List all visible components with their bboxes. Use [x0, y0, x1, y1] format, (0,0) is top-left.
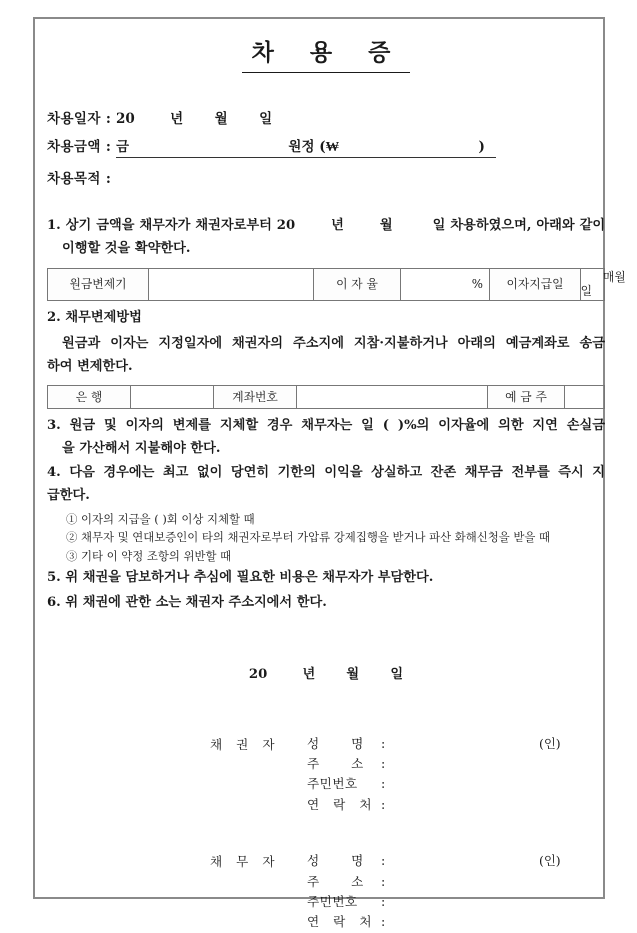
field-loan-amount-suffix: 원정 (₩ — [288, 139, 340, 156]
field-loan-purpose-label: 차용목적 : — [47, 170, 112, 187]
creditor-id-label: 주민번호 — [307, 776, 358, 792]
field-loan-amount-entry[interactable] — [116, 141, 496, 158]
header-fields — [47, 110, 605, 187]
field-loan-amount — [47, 141, 605, 158]
creditor-id-colon: : — [381, 776, 386, 792]
closing-date-year-prefix: 20 — [248, 666, 268, 682]
bank-account-table — [47, 385, 605, 409]
field-loan-purpose — [47, 170, 605, 187]
creditor-address-label: 주 소 — [307, 756, 378, 772]
clause-2-number: 2. — [47, 310, 61, 326]
creditor-seal-marker: (인) — [539, 735, 561, 751]
cell-interest-payday-day: 일 — [580, 284, 592, 299]
clause-3-number: 3. — [47, 418, 61, 434]
field-loan-amount-prefix: 금 — [115, 139, 129, 156]
clause-5-line-1 — [47, 567, 605, 590]
clause-3 — [47, 415, 605, 460]
clause-5-text-1: 위 채권을 담보하거나 추심에 필요한 비용은 채무자가 부담한다. — [65, 570, 434, 586]
cell-interest-payday-month: 매월 — [603, 269, 626, 284]
debtor-name-row — [307, 851, 605, 871]
field-loan-amount-label: 차용금액 : — [47, 139, 112, 156]
clause-4-sub-item-2: ② 채무자 및 연대보증인이 타의 채권자로부터 가압류 강제집행을 받거나 파산 화해신청을 받을 때 — [66, 530, 550, 545]
debtor-name-label: 성 명 — [307, 853, 378, 869]
field-loan-date-month-unit: 월 — [214, 110, 228, 127]
cell-account-holder-label: 예 금 주 — [488, 386, 565, 409]
clause-2-heading — [47, 307, 605, 330]
creditor-name-colon: : — [381, 735, 386, 751]
field-loan-date-label: 차용일자 : — [47, 110, 112, 127]
creditor-contact-label: 연 락 처 — [307, 796, 377, 812]
table-row — [48, 386, 605, 409]
cell-interest-rate-value[interactable]: % — [401, 268, 490, 300]
clause-1-line-2: 이행할 것을 확약한다. — [62, 240, 191, 256]
cell-principal-due-value[interactable] — [149, 268, 314, 300]
field-loan-date — [47, 110, 605, 127]
cell-interest-rate-label: 이 자 율 — [314, 268, 401, 300]
creditor-name-label: 성 명 — [307, 735, 378, 751]
field-loan-date-year-unit: 년 — [170, 110, 184, 127]
creditor-role-label: 채 권 자 — [210, 736, 280, 752]
cell-bank-label: 은 행 — [48, 386, 131, 409]
clause-4-text-1: 다음 경우에는 최고 없이 당연히 기한의 이익을 상실하고 잔존 채무금 전부를 즉시 지 — [69, 465, 605, 481]
clause-2-body-text-1: 원금과 이자는 지정일자에 채권자의 주소지에 지참·지불하거나 아래의 예금계좌로 송금 — [62, 335, 605, 351]
cell-interest-payday-label: 이자지급일 — [490, 268, 581, 300]
clause-list — [47, 215, 626, 614]
page-title-text: 차 용 증 — [242, 39, 411, 73]
debtor-role-label: 채 무 자 — [210, 854, 280, 870]
cell-account-number-value[interactable] — [297, 386, 488, 409]
clause-6-text-1: 위 채권에 관한 소는 채권자 주소지에서 한다. — [65, 594, 327, 610]
debtor-contact-colon: : — [381, 914, 386, 930]
cell-interest-payday-value[interactable] — [580, 268, 626, 300]
clause-2 — [47, 307, 605, 378]
cell-bank-value[interactable] — [131, 386, 214, 409]
clause-4-line-2: 급한다. — [47, 488, 90, 504]
clause-6-line-1 — [47, 592, 605, 615]
clause-5-number: 5. — [47, 570, 61, 586]
principal-interest-table — [47, 268, 626, 301]
creditor-id-row — [307, 774, 605, 794]
debtor-name-colon: : — [381, 853, 386, 869]
clause-5 — [47, 567, 605, 590]
clause-4-number: 4. — [47, 465, 61, 481]
debtor-seal-marker: (인) — [539, 853, 561, 869]
signature-block-debtor — [47, 851, 605, 933]
clause-4-sub-item-1: ① 이자의 지급을 ( )회 이상 지체할 때 — [66, 511, 255, 526]
clause-1-number: 1. — [47, 218, 61, 234]
creditor-contact-row — [307, 795, 605, 815]
clause-4-line-1 — [47, 462, 605, 485]
debtor-address-colon: : — [381, 873, 386, 889]
clause-4-sub-items — [47, 510, 605, 565]
field-loan-date-day-unit: 일 — [259, 110, 273, 127]
clause-4 — [47, 462, 605, 565]
debtor-address-label: 주 소 — [307, 873, 378, 889]
creditor-address-row — [307, 754, 605, 774]
clause-1-text-a: 상기 금액을 채무자가 채권자로부터 20 — [65, 218, 296, 234]
table-row — [48, 268, 605, 300]
clause-2-heading-text: 채무변제방법 — [65, 310, 142, 326]
clause-1-line-1 — [47, 215, 605, 238]
closing-date-day-unit: 일 — [390, 666, 404, 682]
debtor-contact-row — [307, 912, 605, 932]
closing-date-month-unit: 월 — [346, 666, 360, 682]
clause-1-month-unit: 월 — [379, 218, 393, 234]
signature-block-creditor — [47, 734, 605, 816]
debtor-id-colon: : — [381, 893, 386, 909]
clause-3-text-1: 원금 및 이자의 변제를 지체할 경우 채무자는 일 ( )%의 이자율에 의한 지연 손실금 — [69, 418, 606, 434]
creditor-address-colon: : — [381, 756, 386, 772]
clause-6 — [47, 592, 605, 615]
field-loan-amount-close: ) — [478, 139, 485, 156]
closing-date — [47, 663, 605, 682]
debtor-id-row — [307, 892, 605, 912]
clause-1-year-unit: 년 — [331, 218, 344, 234]
debtor-address-row — [307, 872, 605, 892]
cell-account-number-label: 계좌번호 — [214, 386, 297, 409]
clause-1-text-b: 일 차용하였으며, 아래와 같이 — [432, 218, 606, 234]
field-loan-date-year-prefix: 20 — [115, 110, 135, 127]
clause-3-line-1 — [47, 415, 605, 438]
debtor-id-label: 주민번호 — [307, 893, 358, 909]
creditor-contact-colon: : — [381, 796, 386, 812]
clause-4-sub-item-3: ③ 기타 이 약정 조항의 위반할 때 — [66, 548, 232, 563]
clause-1 — [47, 215, 605, 260]
page-title — [47, 39, 605, 73]
cell-account-holder-value[interactable] — [565, 386, 605, 409]
debtor-contact-label: 연 락 처 — [307, 914, 377, 930]
closing-date-year-unit: 년 — [302, 666, 316, 682]
clause-2-body-line-2: 하여 변제한다. — [47, 358, 133, 374]
cell-principal-due-label: 원금변제기 — [48, 268, 149, 300]
document-content — [47, 17, 626, 933]
clause-3-line-2: 을 가산해서 지불해야 한다. — [62, 440, 221, 456]
clause-6-number: 6. — [47, 594, 61, 610]
clause-2-body-line-1 — [47, 332, 605, 355]
creditor-name-row — [307, 734, 605, 754]
